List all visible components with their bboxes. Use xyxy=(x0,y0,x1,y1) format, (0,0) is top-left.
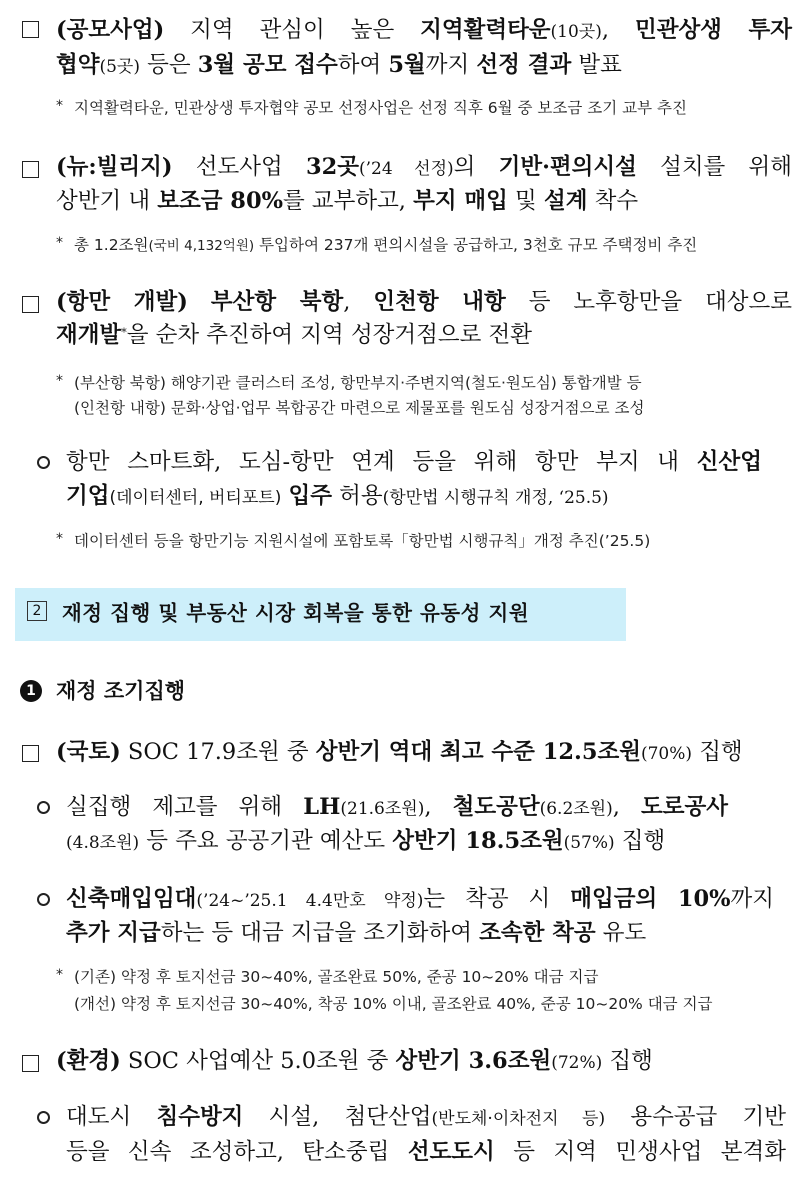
footnote-text: 총 1.2조원(국비 4,132억원) 투입하여 237개 편의시설을 공급하고, 3천호 규모 주택정비 추진 xyxy=(74,236,698,254)
checkbox-square-icon xyxy=(22,21,39,38)
footnote-text: (부산항 북항) 해양기관 클러스터 조성, 항만부지·주변지역(철도·원도심) 통합개발 등 xyxy=(74,374,642,392)
footnote-text: (개선) 약정 후 토지선금 30~40%, 착공 10% 이내, 골조완료 40%, 준공 10~20% 대금 지급 xyxy=(74,995,713,1013)
bullet-text-line: (뉴:빌리지) 선도사업 32곳(’24 선정)의 기반·편의시설 설치를 위해 xyxy=(56,154,792,180)
section-number-box: 2 xyxy=(27,601,47,621)
circle-bullet-icon xyxy=(37,456,50,469)
checkbox-square-icon xyxy=(22,296,39,313)
checkbox-square-icon xyxy=(22,1055,39,1072)
bullet-text-line: 실집행 제고를 위해 LH(21.6조원), 철도공단(6.2조원), 도로공사 xyxy=(66,794,728,820)
footnote-text: 지역활력타운, 민관상생 투자협약 공모 선정사업은 선정 직후 6월 중 보조금 조기 교부 추진 xyxy=(74,99,687,117)
section-banner-title: 재정 집행 및 부동산 시장 회복을 통한 유동성 지원 xyxy=(62,601,530,625)
bullet-text-line: 기업(데이터센터, 버티포트) 입주 허용(항만법 시행규칙 개정, ‘25.5) xyxy=(66,483,609,509)
circle-bullet-icon xyxy=(37,1111,50,1124)
circle-bullet-icon xyxy=(37,801,50,814)
subsection-title: 재정 조기집행 xyxy=(56,679,186,703)
checkbox-square-icon xyxy=(22,161,39,178)
footnote-text: 데이터센터 등을 항만기능 지원시설에 포함토록「항만법 시행규칙」개정 추진(’25.5) xyxy=(74,532,651,550)
bullet-text-line: 상반기 내 보조금 80%를 교부하고, 부지 매입 및 설계 착수 xyxy=(56,188,639,214)
circle-bullet-icon xyxy=(37,893,50,906)
footnote-star-icon: * xyxy=(56,98,63,114)
bullet-text-line: (공모사업) 지역 관심이 높은 지역활력타운(10곳), 민관상생 투자 xyxy=(56,17,792,43)
bullet-text-line: (4.8조원) 등 주요 공공기관 예산도 상반기 18.5조원(57%) 집행 xyxy=(66,828,666,854)
footnote-star-icon: * xyxy=(56,235,63,251)
footnote-star-icon: * xyxy=(56,531,63,547)
bullet-text-line: (항만 개발) 부산항 북항, 인천항 내항 등 노후항만을 대상으로 xyxy=(56,289,793,315)
footnote-text: (기존) 약정 후 토지선금 30~40%, 골조완료 50%, 준공 10~20% 대금 지급 xyxy=(74,968,599,986)
bullet-text-line: 대도시 침수방지 시설, 첨단산업(반도체·이차전지 등) 용수공급 기반 xyxy=(66,1104,787,1130)
bullet-text-line: 추가 지급하는 등 대금 지급을 조기화하여 조속한 착공 유도 xyxy=(66,920,647,946)
section-number-dot-icon: 1 xyxy=(20,680,42,702)
bullet-text-line: 등을 신속 조성하고, 탄소중립 선도도시 등 지역 민생사업 본격화 xyxy=(66,1139,786,1165)
footnote-star-icon: * xyxy=(56,373,63,389)
bullet-text-line: 항만 스마트화, 도심-항만 연계 등을 위해 항만 부지 내 신산업 xyxy=(66,449,762,475)
checkbox-square-icon xyxy=(22,745,39,762)
bullet-text-line: (환경) SOC 사업예산 5.0조원 중 상반기 3.6조원(72%) 집행 xyxy=(56,1048,653,1074)
footnote-text: (인천항 내항) 문화·상업·업무 복합공간 마련으로 제물포를 원도심 성장거점으로 조성 xyxy=(74,399,645,417)
bullet-text-line: 협약(5곳) 등은 3월 공모 접수하여 5월까지 선정 결과 발표 xyxy=(56,52,622,78)
bullet-text-line: (국토) SOC 17.9조원 중 상반기 역대 최고 수준 12.5조원(70%) 집행 xyxy=(56,739,743,765)
bullet-text-line: 재개발*을 순차 추진하여 지역 성장거점으로 전환 xyxy=(56,322,532,348)
bullet-text-line: 신축매입임대(’24~’25.1 4.4만호 약정)는 착공 시 매입금의 10%까지 xyxy=(66,886,774,912)
footnote-star-icon: * xyxy=(56,967,63,983)
